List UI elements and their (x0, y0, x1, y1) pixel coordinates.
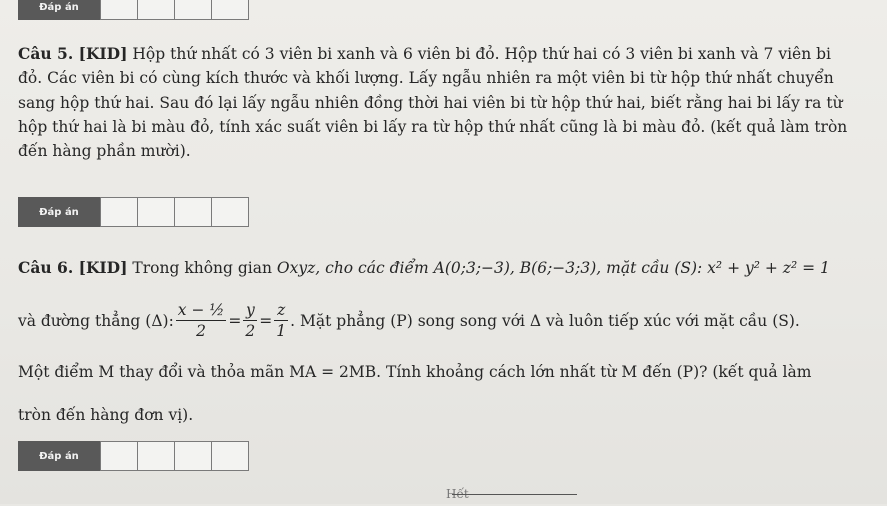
answer-box-top (18, 0, 249, 20)
question-6-line-suffix: . Mặt phẳng (P) song song với Δ và luôn tiếp xúc với mặt cầu (S). (290, 311, 800, 330)
question-5-line-1 (18, 42, 831, 66)
answer-cell[interactable] (175, 0, 212, 20)
answer-cell[interactable] (175, 197, 212, 227)
question-6-number: Câu 6. [KID] (18, 258, 128, 277)
answer-cell[interactable] (100, 0, 138, 20)
footer-text: Hết (446, 487, 469, 501)
question-6-line-prefix: và đường thẳng (Δ): (18, 311, 174, 330)
question-5-line-4: hộp thứ hai là bi màu đỏ, tính xác suất viên bi lấy ra từ hộp thứ nhất cũng là bi màu đỏ. (kết quả làm tròn (18, 118, 848, 136)
question-6-line-1 (18, 256, 830, 280)
question-6-oxyz: Oxyz (276, 259, 316, 277)
answer-box-q5 (18, 197, 249, 227)
question-6-line-4: tròn đến hàng đơn vị). (18, 406, 194, 424)
fraction-x: $\frac{\text{x − ½}}{2}$ (177, 301, 225, 340)
question-6-text: Trong không gian (132, 259, 272, 277)
question-5-text: Hộp thứ nhất có 3 viên bi xanh và 6 viên bi đỏ. Hộp thứ hai có 3 viên bi xanh và 7 viên bi (132, 45, 831, 63)
answer-cell[interactable] (212, 0, 249, 20)
question-6-line-2: và đường thẳng (Δ): $\frac{\text{x − ½}}{2}$ = $\frac{y}{2}$ = $\frac{z}{1}$ . Mặt phẳng (P) song song với Δ và luôn tiếp xúc với mặt cầu (S). (18, 301, 800, 340)
fraction-z: $\frac{z}{1}$ (276, 301, 287, 340)
question-5-line-5: đến hàng phần mười). (18, 142, 191, 160)
answer-label: Đáp án (18, 197, 100, 227)
answer-cell[interactable] (212, 197, 249, 227)
answer-cell[interactable] (175, 441, 212, 471)
answer-cell[interactable] (212, 441, 249, 471)
question-5-line-2: đỏ. Các viên bi có cùng kích thước và khối lượng. Lấy ngẫu nhiên ra một viên bi từ hộp thứ nhất chuyển (18, 69, 834, 87)
answer-cell[interactable] (138, 441, 175, 471)
answer-cell[interactable] (138, 197, 175, 227)
fraction-y: $\frac{y}{2}$ (245, 301, 256, 340)
answer-cell[interactable] (138, 0, 175, 20)
question-6-points: , cho các điểm A(0;3;−3), B(6;−3;3), mặt cầu (S): x² + y² + z² = 1 (315, 259, 830, 277)
answer-cell[interactable] (100, 441, 138, 471)
question-5-number: Câu 5. [KID] (18, 44, 128, 63)
footer-line (452, 494, 577, 495)
answer-cell[interactable] (100, 197, 138, 227)
answer-box-q6 (18, 441, 249, 471)
question-5-line-3: sang hộp thứ hai. Sau đó lại lấy ngẫu nhiên đồng thời hai viên bi từ hộp thứ hai, biết rằng hai bi lấy ra từ (18, 94, 843, 112)
answer-label: Đáp án (18, 0, 100, 20)
question-6-line-3: Một điểm M thay đổi và thỏa mãn MA = 2MB. Tính khoảng cách lớn nhất từ M đến (P)? (kết quả làm (18, 363, 812, 381)
answer-label: Đáp án (18, 441, 100, 471)
